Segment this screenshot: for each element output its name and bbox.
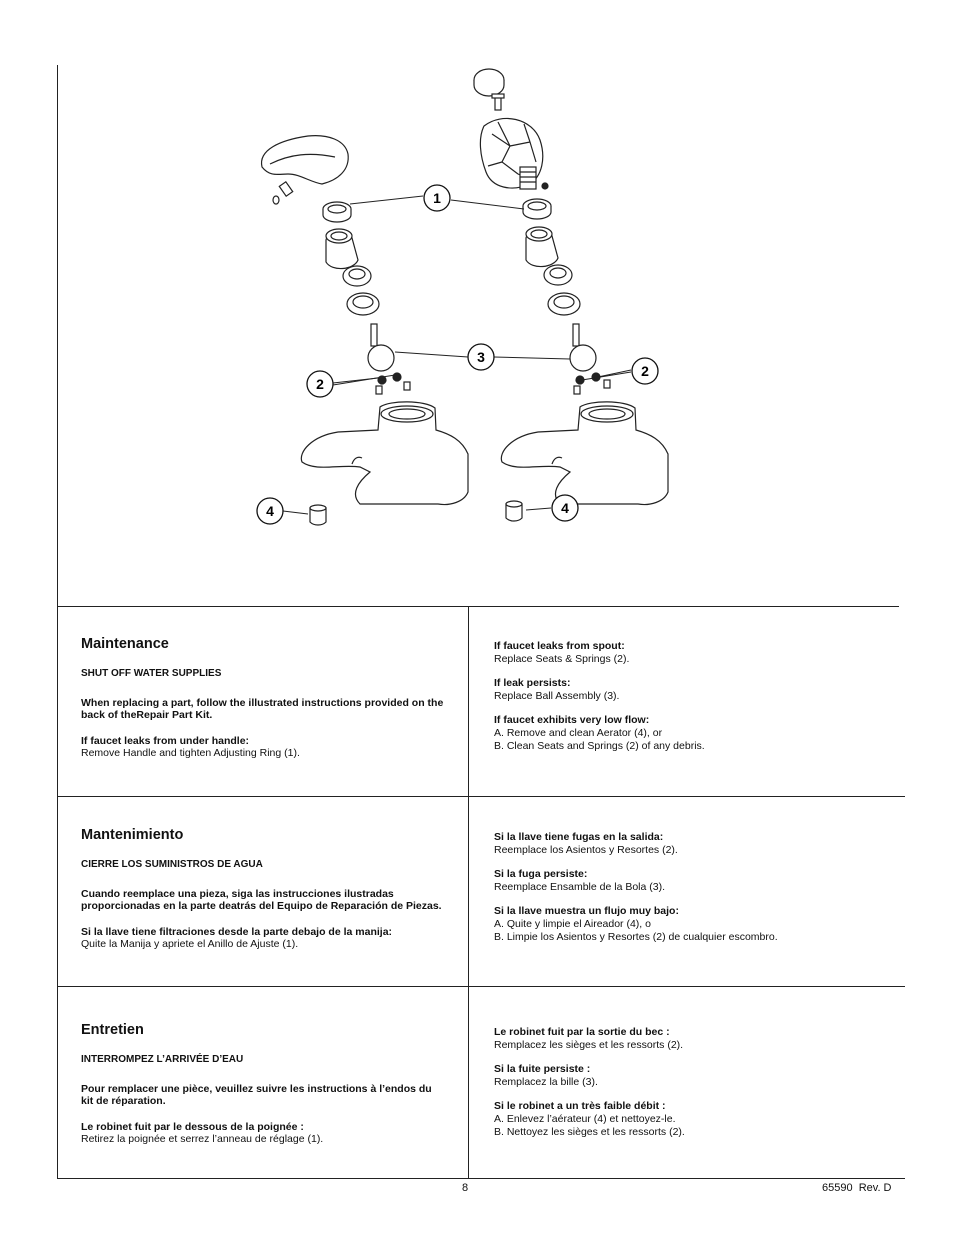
flow-block [494, 714, 894, 752]
page-number: 8 [462, 1182, 469, 1194]
maintenance-section-fr [81, 1022, 461, 1159]
maintenance-right-es [494, 831, 894, 955]
knob-insert-right [520, 167, 536, 189]
handle-leak-question: If faucet leaks from under handle: [81, 734, 250, 747]
handle-leak-question: Le robinet fuit par le dessous de la poignée : [81, 1120, 304, 1133]
aerator-left [310, 505, 326, 525]
left-border [57, 65, 58, 1178]
faucet-body-right [501, 402, 668, 505]
lever-handle-left [262, 136, 349, 184]
section-title: Entretien [81, 1022, 144, 1038]
handle-leak-block [81, 1121, 461, 1146]
svg-text:4: 4 [266, 503, 274, 519]
seal-right [548, 293, 580, 315]
section-title: Mantenimiento [81, 827, 184, 843]
spout-leak-answer: Remplacez les sièges et les ressorts (2). [494, 1038, 684, 1051]
row-divider-3 [57, 986, 905, 987]
shutoff-instruction: SHUT OFF WATER SUPPLIES [81, 668, 222, 679]
shutoff-instruction: INTERROMPEZ L’ARRIVÉE D’EAU [81, 1054, 244, 1065]
svg-text:3: 3 [477, 349, 485, 365]
row-divider-2 [57, 796, 905, 797]
svg-text:2: 2 [641, 363, 649, 379]
flow-answer-a: A. Enlevez l’aérateur (4) et nettoyez-le. [494, 1112, 676, 1125]
faucet-body-left [301, 402, 468, 505]
spout-leak-block [494, 640, 894, 665]
persist-block [494, 868, 894, 893]
persist-question: Si la fuga persiste: [494, 868, 588, 881]
svg-text:4: 4 [561, 500, 569, 516]
callout-3 [468, 344, 494, 370]
persist-answer: Remplacez la bille (3). [494, 1075, 598, 1088]
handle-leak-answer: Retirez la poignée et serrez l’anneau de réglage (1). [81, 1133, 324, 1146]
replace-note: When replacing a part, follow the illustrated instructions provided on the back of theRepair Part Kit. [81, 696, 444, 722]
ball-right [570, 324, 596, 371]
persist-answer: Replace Ball Assembly (3). [494, 689, 620, 702]
persist-block [494, 677, 894, 702]
handle-leak-question: Si la llave tiene filtraciones desde la parte debajo de la manija: [81, 925, 393, 938]
spout-leak-answer: Reemplace los Asientos y Resortes (2). [494, 843, 678, 856]
spout-leak-question: Si la llave tiene fugas en la salida: [494, 831, 664, 843]
handle-leak-block [81, 926, 465, 951]
section-title: Maintenance [81, 636, 169, 652]
persist-question: If leak persists: [494, 677, 571, 690]
maintenance-right-fr [494, 1026, 894, 1150]
replace-note: Cuando reemplace una pieza, siga las instrucciones ilustradas proporcionadas en la parte deatrás del Equipo de Reparación de Piezas. [81, 887, 442, 913]
cam-left [343, 266, 371, 286]
flow-answer-a: A. Remove and clean Aerator (4), or [494, 726, 663, 739]
flow-answer-b: B. Nettoyez les sièges et les ressorts (2). [494, 1125, 685, 1138]
callout-4-left [257, 498, 283, 524]
screw-right [542, 183, 548, 189]
persist-block [494, 1063, 894, 1088]
svg-text:1: 1 [433, 190, 441, 206]
maintenance-section-en [81, 636, 461, 773]
handle-leak-answer: Quite la Manija y apriete el Anillo de Ajuste (1). [81, 938, 299, 951]
flow-question: Si le robinet a un très faible débit : [494, 1100, 666, 1113]
spout-leak-answer: Replace Seats & Springs (2). [494, 652, 630, 665]
row-divider-1 [57, 606, 899, 607]
flow-answer-a: A. Quite y limpie el Aireador (4), o [494, 917, 651, 930]
center-divider [468, 606, 469, 1178]
set-screw-left [279, 182, 292, 196]
handle-leak-block [81, 735, 461, 760]
flow-answer-b: B. Limpie los Asientos y Resortes (2) de cualquier escombro. [494, 930, 778, 943]
handle-screw-right [492, 94, 504, 110]
seal-left [347, 293, 379, 315]
flow-question: If faucet exhibits very low flow: [494, 714, 650, 727]
persist-answer: Reemplace Ensamble de la Bola (3). [494, 880, 666, 893]
bottom-border [57, 1178, 905, 1179]
shutoff-instruction: CIERRE LOS SUMINISTROS DE AGUA [81, 859, 263, 870]
handle-leak-answer: Remove Handle and tighten Adjusting Ring (1). [81, 747, 300, 760]
document-id: 65590 Rev. D [822, 1182, 892, 1194]
seats-springs-left [376, 373, 410, 394]
svg-text:2: 2 [316, 376, 324, 392]
aerator-right [506, 501, 522, 521]
flow-answer-b: B. Clean Seats and Springs (2) of any debris. [494, 739, 705, 752]
ball-left [368, 324, 394, 371]
callout-1 [424, 185, 450, 211]
spout-leak-question: Le robinet fuit par la sortie du bec : [494, 1026, 670, 1038]
spout-leak-block [494, 831, 894, 856]
adjusting-ring-right [523, 199, 551, 219]
cap-left [326, 229, 358, 269]
index-button-right [474, 69, 504, 96]
adjusting-ring-left [323, 202, 351, 222]
flow-question: Si la llave muestra un flujo muy bajo: [494, 905, 679, 918]
flow-block [494, 1100, 894, 1138]
callout-2-right [632, 358, 658, 384]
faucet-exploded-diagram [240, 62, 700, 542]
flow-block [494, 905, 894, 943]
maintenance-right-en [494, 640, 894, 764]
replace-note: Pour remplacer une pièce, veuillez suivre les instructions à l’endos du kit de réparation. [81, 1082, 432, 1108]
spout-leak-block [494, 1026, 894, 1051]
maintenance-section-es [81, 827, 465, 964]
spout-leak-question: If faucet leaks from spout: [494, 640, 625, 652]
callout-2-left [307, 371, 333, 397]
callout-4-right [552, 495, 578, 521]
cap-right [526, 227, 558, 267]
persist-question: Si la fuite persiste : [494, 1063, 591, 1076]
cam-right [544, 265, 572, 285]
button-left [273, 196, 279, 204]
